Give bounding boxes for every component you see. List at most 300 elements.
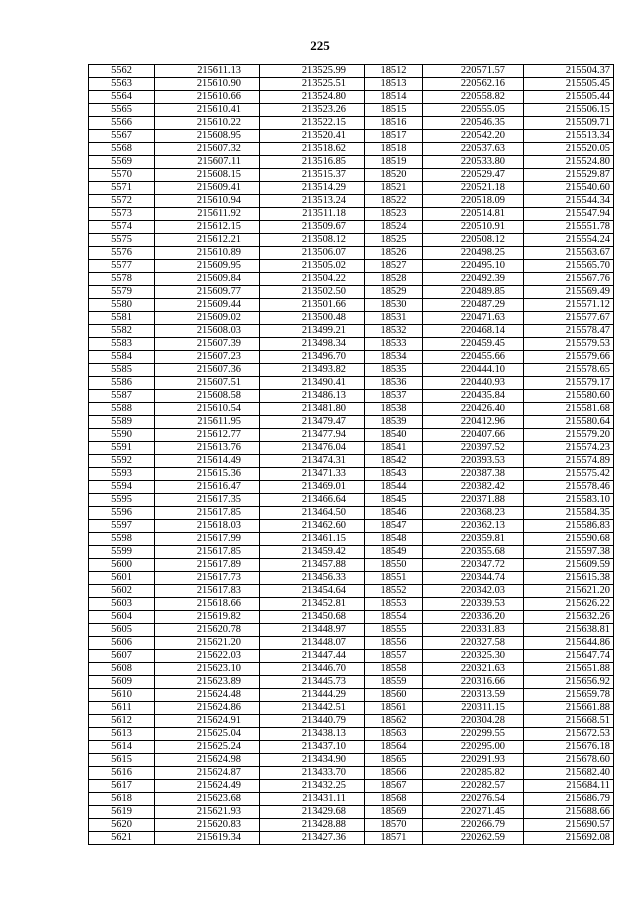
x-coordinate-cell: 215624.86	[155, 702, 260, 715]
table-row	[89, 104, 614, 117]
point-number-cell: 5591	[89, 442, 155, 455]
point-number-cell: 18566	[365, 767, 423, 780]
x-coordinate-cell: 220393.53	[423, 455, 524, 468]
y-coordinate-cell: 215567.76	[524, 273, 614, 286]
point-number-cell: 5582	[89, 325, 155, 338]
x-coordinate-cell: 215607.36	[155, 364, 260, 377]
point-number-cell: 18550	[365, 559, 423, 572]
y-coordinate-cell: 213514.29	[260, 182, 365, 195]
x-coordinate-cell: 215617.83	[155, 585, 260, 598]
point-number-cell: 5571	[89, 182, 155, 195]
x-coordinate-cell: 220444.10	[423, 364, 524, 377]
table-row	[89, 780, 614, 793]
y-coordinate-cell: 215574.89	[524, 455, 614, 468]
y-coordinate-cell: 213445.73	[260, 676, 365, 689]
point-number-cell: 18514	[365, 91, 423, 104]
y-coordinate-cell: 213496.70	[260, 351, 365, 364]
x-coordinate-cell: 215611.13	[155, 65, 260, 78]
y-coordinate-cell: 213447.44	[260, 650, 365, 663]
x-coordinate-cell: 215624.91	[155, 715, 260, 728]
table-row	[89, 169, 614, 182]
point-number-cell: 5619	[89, 806, 155, 819]
point-number-cell: 5581	[89, 312, 155, 325]
y-coordinate-cell: 213434.90	[260, 754, 365, 767]
y-coordinate-cell: 215583.10	[524, 494, 614, 507]
y-coordinate-cell: 215547.94	[524, 208, 614, 221]
point-number-cell: 5605	[89, 624, 155, 637]
y-coordinate-cell: 215506.15	[524, 104, 614, 117]
point-number-cell: 18545	[365, 494, 423, 507]
table-row	[89, 481, 614, 494]
x-coordinate-cell: 215612.15	[155, 221, 260, 234]
table-row	[89, 598, 614, 611]
x-coordinate-cell: 215624.87	[155, 767, 260, 780]
x-coordinate-cell: 215610.89	[155, 247, 260, 260]
x-coordinate-cell: 220331.83	[423, 624, 524, 637]
x-coordinate-cell: 215610.54	[155, 403, 260, 416]
point-number-cell: 18553	[365, 598, 423, 611]
x-coordinate-cell: 215618.03	[155, 520, 260, 533]
x-coordinate-cell: 220495.10	[423, 260, 524, 273]
y-coordinate-cell: 215688.66	[524, 806, 614, 819]
x-coordinate-cell: 215610.94	[155, 195, 260, 208]
x-coordinate-cell: 220347.72	[423, 559, 524, 572]
x-coordinate-cell: 220271.45	[423, 806, 524, 819]
table-row	[89, 611, 614, 624]
x-coordinate-cell: 220459.45	[423, 338, 524, 351]
table-row	[89, 455, 614, 468]
point-number-cell: 5613	[89, 728, 155, 741]
point-number-cell: 5594	[89, 481, 155, 494]
y-coordinate-cell: 213520.41	[260, 130, 365, 143]
x-coordinate-cell: 220304.28	[423, 715, 524, 728]
point-number-cell: 18552	[365, 585, 423, 598]
y-coordinate-cell: 213431.11	[260, 793, 365, 806]
x-coordinate-cell: 220387.38	[423, 468, 524, 481]
point-number-cell: 18536	[365, 377, 423, 390]
point-number-cell: 5592	[89, 455, 155, 468]
x-coordinate-cell: 220295.00	[423, 741, 524, 754]
y-coordinate-cell: 215684.11	[524, 780, 614, 793]
y-coordinate-cell: 213459.42	[260, 546, 365, 559]
x-coordinate-cell: 220316.66	[423, 676, 524, 689]
coordinates-table	[88, 64, 614, 845]
point-number-cell: 18524	[365, 221, 423, 234]
point-number-cell: 18546	[365, 507, 423, 520]
point-number-cell: 18559	[365, 676, 423, 689]
point-number-cell: 18534	[365, 351, 423, 364]
table-row	[89, 364, 614, 377]
table-row	[89, 767, 614, 780]
x-coordinate-cell: 220262.59	[423, 832, 524, 845]
x-coordinate-cell: 215617.89	[155, 559, 260, 572]
x-coordinate-cell: 220537.63	[423, 143, 524, 156]
table-row	[89, 195, 614, 208]
point-number-cell: 18518	[365, 143, 423, 156]
table-row	[89, 663, 614, 676]
x-coordinate-cell: 220285.82	[423, 767, 524, 780]
table-row	[89, 273, 614, 286]
table-row	[89, 572, 614, 585]
table-row	[89, 689, 614, 702]
y-coordinate-cell: 215661.88	[524, 702, 614, 715]
point-number-cell: 18570	[365, 819, 423, 832]
y-coordinate-cell: 213471.33	[260, 468, 365, 481]
point-number-cell: 18565	[365, 754, 423, 767]
point-number-cell: 18515	[365, 104, 423, 117]
table-row	[89, 91, 614, 104]
point-number-cell: 5600	[89, 559, 155, 572]
point-number-cell: 18535	[365, 364, 423, 377]
point-number-cell: 18554	[365, 611, 423, 624]
point-number-cell: 5599	[89, 546, 155, 559]
y-coordinate-cell: 215581.68	[524, 403, 614, 416]
x-coordinate-cell: 215607.11	[155, 156, 260, 169]
y-coordinate-cell: 215505.45	[524, 78, 614, 91]
x-coordinate-cell: 220555.05	[423, 104, 524, 117]
y-coordinate-cell: 213438.13	[260, 728, 365, 741]
x-coordinate-cell: 220498.25	[423, 247, 524, 260]
point-number-cell: 5610	[89, 689, 155, 702]
y-coordinate-cell: 215656.92	[524, 676, 614, 689]
x-coordinate-cell: 215609.95	[155, 260, 260, 273]
point-number-cell: 5609	[89, 676, 155, 689]
y-coordinate-cell: 213499.21	[260, 325, 365, 338]
x-coordinate-cell: 215625.24	[155, 741, 260, 754]
x-coordinate-cell: 220321.63	[423, 663, 524, 676]
y-coordinate-cell: 215638.81	[524, 624, 614, 637]
y-coordinate-cell: 215580.60	[524, 390, 614, 403]
point-number-cell: 18520	[365, 169, 423, 182]
point-number-cell: 5569	[89, 156, 155, 169]
point-number-cell: 18556	[365, 637, 423, 650]
y-coordinate-cell: 215609.59	[524, 559, 614, 572]
x-coordinate-cell: 215607.39	[155, 338, 260, 351]
y-coordinate-cell: 215579.66	[524, 351, 614, 364]
x-coordinate-cell: 220407.66	[423, 429, 524, 442]
table-row	[89, 286, 614, 299]
table-row	[89, 403, 614, 416]
y-coordinate-cell: 213500.48	[260, 312, 365, 325]
table-row	[89, 676, 614, 689]
x-coordinate-cell: 215607.32	[155, 143, 260, 156]
point-number-cell: 18571	[365, 832, 423, 845]
y-coordinate-cell: 213428.88	[260, 819, 365, 832]
y-coordinate-cell: 215632.26	[524, 611, 614, 624]
x-coordinate-cell: 220412.96	[423, 416, 524, 429]
x-coordinate-cell: 220529.47	[423, 169, 524, 182]
y-coordinate-cell: 213476.04	[260, 442, 365, 455]
point-number-cell: 5587	[89, 390, 155, 403]
point-number-cell: 5616	[89, 767, 155, 780]
table-row	[89, 338, 614, 351]
point-number-cell: 18533	[365, 338, 423, 351]
x-coordinate-cell: 215618.66	[155, 598, 260, 611]
y-coordinate-cell: 215578.47	[524, 325, 614, 338]
y-coordinate-cell: 215590.68	[524, 533, 614, 546]
y-coordinate-cell: 215551.78	[524, 221, 614, 234]
point-number-cell: 5608	[89, 663, 155, 676]
y-coordinate-cell: 215571.12	[524, 299, 614, 312]
x-coordinate-cell: 220291.93	[423, 754, 524, 767]
point-number-cell: 5568	[89, 143, 155, 156]
y-coordinate-cell: 213509.67	[260, 221, 365, 234]
point-number-cell: 5574	[89, 221, 155, 234]
x-coordinate-cell: 215623.68	[155, 793, 260, 806]
point-number-cell: 18551	[365, 572, 423, 585]
y-coordinate-cell: 213490.41	[260, 377, 365, 390]
x-coordinate-cell: 220468.14	[423, 325, 524, 338]
x-coordinate-cell: 215607.23	[155, 351, 260, 364]
point-number-cell: 18540	[365, 429, 423, 442]
y-coordinate-cell: 215569.49	[524, 286, 614, 299]
point-number-cell: 18528	[365, 273, 423, 286]
y-coordinate-cell: 213525.51	[260, 78, 365, 91]
point-number-cell: 5567	[89, 130, 155, 143]
table-row	[89, 377, 614, 390]
point-number-cell: 5617	[89, 780, 155, 793]
y-coordinate-cell: 215504.37	[524, 65, 614, 78]
x-coordinate-cell: 220368.23	[423, 507, 524, 520]
x-coordinate-cell: 220344.74	[423, 572, 524, 585]
table-row	[89, 793, 614, 806]
x-coordinate-cell: 220571.57	[423, 65, 524, 78]
x-coordinate-cell: 220311.15	[423, 702, 524, 715]
point-number-cell: 5603	[89, 598, 155, 611]
y-coordinate-cell: 215647.74	[524, 650, 614, 663]
y-coordinate-cell: 213506.07	[260, 247, 365, 260]
table-row	[89, 325, 614, 338]
y-coordinate-cell: 213498.34	[260, 338, 365, 351]
point-number-cell: 5611	[89, 702, 155, 715]
y-coordinate-cell: 213427.36	[260, 832, 365, 845]
y-coordinate-cell: 213502.50	[260, 286, 365, 299]
y-coordinate-cell: 215513.34	[524, 130, 614, 143]
x-coordinate-cell: 215617.85	[155, 507, 260, 520]
point-number-cell: 5598	[89, 533, 155, 546]
table-row	[89, 429, 614, 442]
y-coordinate-cell: 215574.23	[524, 442, 614, 455]
point-number-cell: 18558	[365, 663, 423, 676]
point-number-cell: 5621	[89, 832, 155, 845]
point-number-cell: 5618	[89, 793, 155, 806]
x-coordinate-cell: 215621.93	[155, 806, 260, 819]
table-row	[89, 65, 614, 78]
y-coordinate-cell: 215580.64	[524, 416, 614, 429]
table-row	[89, 754, 614, 767]
y-coordinate-cell: 213474.31	[260, 455, 365, 468]
y-coordinate-cell: 213522.15	[260, 117, 365, 130]
point-number-cell: 18527	[365, 260, 423, 273]
y-coordinate-cell: 213493.82	[260, 364, 365, 377]
y-coordinate-cell: 215586.83	[524, 520, 614, 533]
table-row	[89, 234, 614, 247]
y-coordinate-cell: 213452.81	[260, 598, 365, 611]
y-coordinate-cell: 213440.79	[260, 715, 365, 728]
point-number-cell: 18543	[365, 468, 423, 481]
x-coordinate-cell: 215617.73	[155, 572, 260, 585]
point-number-cell: 18562	[365, 715, 423, 728]
x-coordinate-cell: 220276.54	[423, 793, 524, 806]
table-row	[89, 247, 614, 260]
x-coordinate-cell: 215625.04	[155, 728, 260, 741]
x-coordinate-cell: 220508.12	[423, 234, 524, 247]
y-coordinate-cell: 213524.80	[260, 91, 365, 104]
table-row	[89, 728, 614, 741]
y-coordinate-cell: 213446.70	[260, 663, 365, 676]
table-row	[89, 702, 614, 715]
y-coordinate-cell: 213508.12	[260, 234, 365, 247]
y-coordinate-cell: 215597.38	[524, 546, 614, 559]
y-coordinate-cell: 213461.15	[260, 533, 365, 546]
table-row	[89, 156, 614, 169]
y-coordinate-cell: 215626.22	[524, 598, 614, 611]
point-number-cell: 18544	[365, 481, 423, 494]
y-coordinate-cell: 213462.60	[260, 520, 365, 533]
x-coordinate-cell: 220489.85	[423, 286, 524, 299]
x-coordinate-cell: 220542.20	[423, 130, 524, 143]
y-coordinate-cell: 215540.60	[524, 182, 614, 195]
y-coordinate-cell: 213448.97	[260, 624, 365, 637]
x-coordinate-cell: 220339.53	[423, 598, 524, 611]
y-coordinate-cell: 215672.53	[524, 728, 614, 741]
x-coordinate-cell: 220455.66	[423, 351, 524, 364]
x-coordinate-cell: 220487.29	[423, 299, 524, 312]
x-coordinate-cell: 220546.35	[423, 117, 524, 130]
table-row	[89, 715, 614, 728]
table-row	[89, 520, 614, 533]
y-coordinate-cell: 215509.71	[524, 117, 614, 130]
point-number-cell: 18547	[365, 520, 423, 533]
point-number-cell: 5564	[89, 91, 155, 104]
x-coordinate-cell: 220282.57	[423, 780, 524, 793]
point-number-cell: 18549	[365, 546, 423, 559]
x-coordinate-cell: 215609.77	[155, 286, 260, 299]
y-coordinate-cell: 215578.65	[524, 364, 614, 377]
y-coordinate-cell: 213432.25	[260, 780, 365, 793]
x-coordinate-cell: 215610.66	[155, 91, 260, 104]
y-coordinate-cell: 215579.53	[524, 338, 614, 351]
point-number-cell: 5602	[89, 585, 155, 598]
point-number-cell: 5583	[89, 338, 155, 351]
x-coordinate-cell: 215620.78	[155, 624, 260, 637]
x-coordinate-cell: 215615.36	[155, 468, 260, 481]
y-coordinate-cell: 213501.66	[260, 299, 365, 312]
y-coordinate-cell: 215529.87	[524, 169, 614, 182]
point-number-cell: 5597	[89, 520, 155, 533]
y-coordinate-cell: 215579.20	[524, 429, 614, 442]
x-coordinate-cell: 220397.52	[423, 442, 524, 455]
x-coordinate-cell: 215620.83	[155, 819, 260, 832]
y-coordinate-cell: 215686.79	[524, 793, 614, 806]
x-coordinate-cell: 215611.95	[155, 416, 260, 429]
point-number-cell: 18564	[365, 741, 423, 754]
point-number-cell: 5585	[89, 364, 155, 377]
point-number-cell: 18530	[365, 299, 423, 312]
table-row	[89, 559, 614, 572]
table-row	[89, 130, 614, 143]
x-coordinate-cell: 215608.03	[155, 325, 260, 338]
x-coordinate-cell: 220510.91	[423, 221, 524, 234]
y-coordinate-cell: 215554.24	[524, 234, 614, 247]
point-number-cell: 18542	[365, 455, 423, 468]
table-row	[89, 117, 614, 130]
point-number-cell: 5573	[89, 208, 155, 221]
y-coordinate-cell: 215578.46	[524, 481, 614, 494]
point-number-cell: 5575	[89, 234, 155, 247]
y-coordinate-cell: 215692.08	[524, 832, 614, 845]
x-coordinate-cell: 215612.77	[155, 429, 260, 442]
x-coordinate-cell: 220313.59	[423, 689, 524, 702]
table-row	[89, 507, 614, 520]
x-coordinate-cell: 215619.34	[155, 832, 260, 845]
point-number-cell: 5606	[89, 637, 155, 650]
point-number-cell: 18531	[365, 312, 423, 325]
y-coordinate-cell: 215615.38	[524, 572, 614, 585]
point-number-cell: 18529	[365, 286, 423, 299]
table-row	[89, 533, 614, 546]
table-row	[89, 585, 614, 598]
y-coordinate-cell: 215668.51	[524, 715, 614, 728]
y-coordinate-cell: 213457.88	[260, 559, 365, 572]
y-coordinate-cell: 213456.33	[260, 572, 365, 585]
y-coordinate-cell: 215520.05	[524, 143, 614, 156]
table-row	[89, 494, 614, 507]
table-row	[89, 78, 614, 91]
point-number-cell: 18541	[365, 442, 423, 455]
table-row	[89, 351, 614, 364]
x-coordinate-cell: 215624.48	[155, 689, 260, 702]
y-coordinate-cell: 213448.07	[260, 637, 365, 650]
y-coordinate-cell: 215659.78	[524, 689, 614, 702]
x-coordinate-cell: 220299.55	[423, 728, 524, 741]
point-number-cell: 18569	[365, 806, 423, 819]
table-row	[89, 312, 614, 325]
point-number-cell: 18567	[365, 780, 423, 793]
point-number-cell: 18548	[365, 533, 423, 546]
table-row	[89, 221, 614, 234]
table-row	[89, 143, 614, 156]
y-coordinate-cell: 213523.26	[260, 104, 365, 117]
point-number-cell: 18517	[365, 130, 423, 143]
point-number-cell: 18521	[365, 182, 423, 195]
point-number-cell: 18519	[365, 156, 423, 169]
y-coordinate-cell: 213516.85	[260, 156, 365, 169]
y-coordinate-cell: 213437.10	[260, 741, 365, 754]
y-coordinate-cell: 215579.17	[524, 377, 614, 390]
y-coordinate-cell: 213454.64	[260, 585, 365, 598]
x-coordinate-cell: 220440.93	[423, 377, 524, 390]
x-coordinate-cell: 220327.58	[423, 637, 524, 650]
y-coordinate-cell: 215682.40	[524, 767, 614, 780]
x-coordinate-cell: 220562.16	[423, 78, 524, 91]
x-coordinate-cell: 220342.03	[423, 585, 524, 598]
point-number-cell: 5595	[89, 494, 155, 507]
x-coordinate-cell: 215608.95	[155, 130, 260, 143]
y-coordinate-cell: 215651.88	[524, 663, 614, 676]
x-coordinate-cell: 220492.39	[423, 273, 524, 286]
y-coordinate-cell: 213450.68	[260, 611, 365, 624]
x-coordinate-cell: 220521.18	[423, 182, 524, 195]
point-number-cell: 5586	[89, 377, 155, 390]
point-number-cell: 18557	[365, 650, 423, 663]
point-number-cell: 18513	[365, 78, 423, 91]
point-number-cell: 18537	[365, 390, 423, 403]
point-number-cell: 18525	[365, 234, 423, 247]
point-number-cell: 5565	[89, 104, 155, 117]
x-coordinate-cell: 215617.35	[155, 494, 260, 507]
point-number-cell: 18539	[365, 416, 423, 429]
